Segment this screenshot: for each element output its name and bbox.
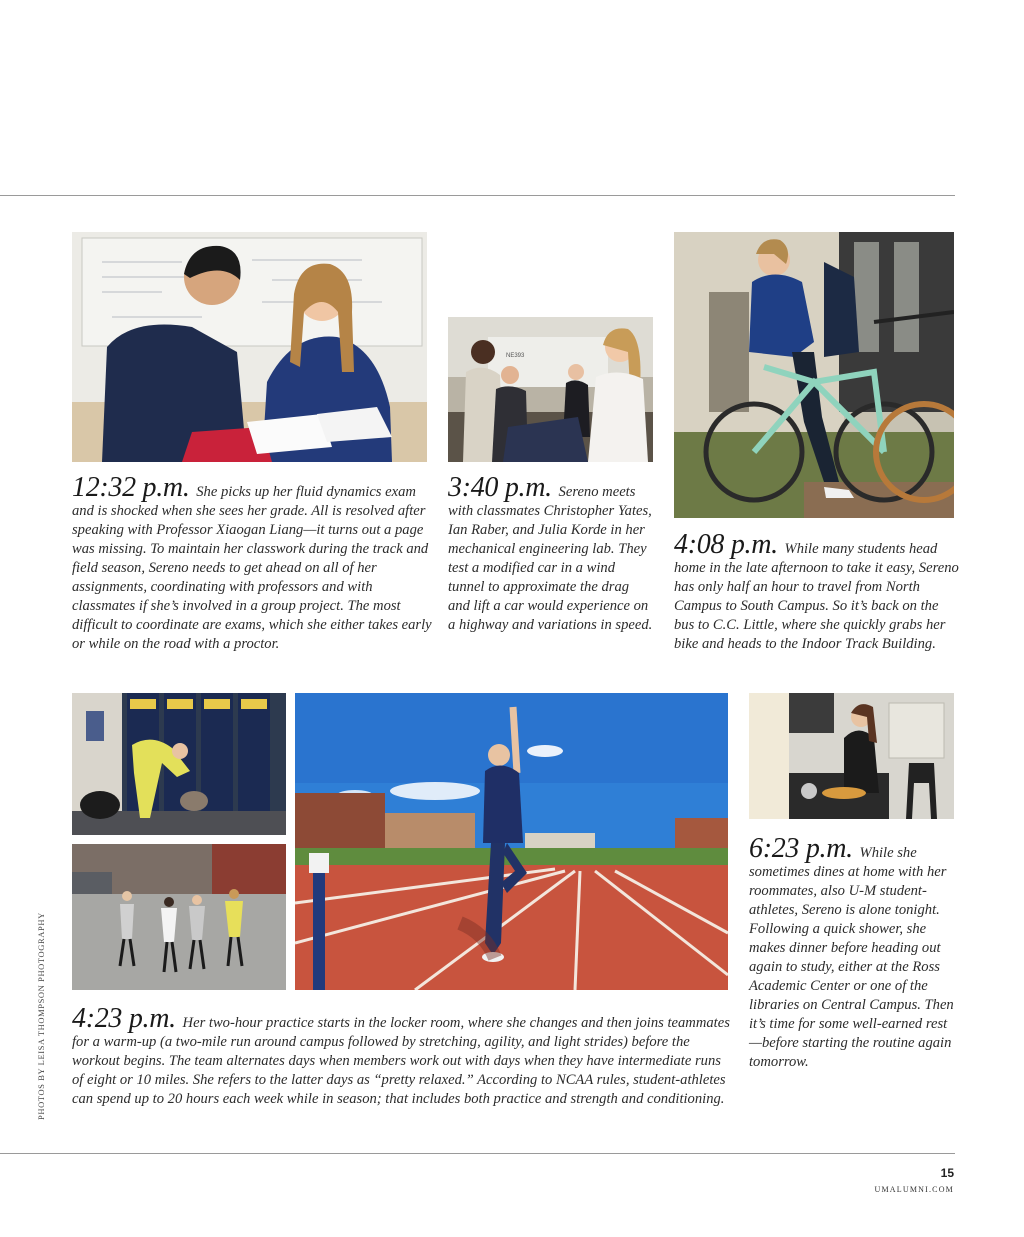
photo-track-stretch <box>295 693 728 990</box>
caption-423 <box>72 1003 732 1109</box>
caption-340 <box>448 472 653 635</box>
photo-group-run <box>72 844 286 990</box>
bottom-rule <box>0 1153 955 1154</box>
caption-text: While she sometimes dines at home with her roommates, also U-M student-athletes, Sereno is alone tonight. Following a quick shower, she makes dinner before heading out again to study, either at the Ross Academic Center or one of the libraries on Central Campus. Then it’s time for some well-earned rest—before starting the routine again tomorrow. <box>749 845 954 1070</box>
caption-1232 <box>72 472 432 654</box>
caption-time: 3:40 p.m. <box>448 472 559 503</box>
top-rule <box>0 195 955 196</box>
caption-time: 4:23 p.m. <box>72 1003 183 1034</box>
photo-kitchen <box>749 693 954 819</box>
photo-credit: PHOTOS BY LEISA THOMPSON PHOTOGRAPHY <box>36 912 46 1120</box>
caption-time: 4:08 p.m. <box>674 529 785 560</box>
photo-engineering-lab <box>448 317 653 462</box>
caption-text: She picks up her fluid dynamics exam and is shocked when she sees her grade. All is resolved after speaking with Professor Xiaogan Liang—it turns out a page was missing. To maintain her classwork during the track and field season, Sereno needs to get ahead on all of her assignments, coordinating with professors and with classmates if she’s involved in a group project. The most difficult to coordinate are exams, which she either takes early or while on the road with a proctor. <box>72 484 432 652</box>
caption-time: 6:23 p.m. <box>749 833 860 864</box>
photo-professor-meeting <box>72 232 427 462</box>
caption-time: 12:32 p.m. <box>72 472 197 503</box>
caption-text: While many students head home in the late afternoon to take it easy, Sereno has only half an hour to travel from North Campus to South Campus. So it’s back on the bus to C.C. Little, where she quickly grabs her bike and heads to the Indoor Track Building. <box>674 541 959 652</box>
page-number: 15 <box>940 1166 954 1180</box>
caption-text: Her two-hour practice starts in the locker room, where she changes and then joins teammates for a warm-up (a two-mile run around campus followed by stretching, agility, and light strides) before the workout begins. The team alternates days when members work out with days when they have intermediate runs of eight or 10 miles. She refers to the latter days as “pretty relaxed.” According to NCAA rules, student-athletes can spend up to 20 hours each week while in season; that includes both practice and strength and conditioning. <box>72 1015 730 1107</box>
caption-408 <box>674 529 959 654</box>
photo-bike <box>674 232 954 518</box>
photo-locker-room <box>72 693 286 835</box>
caption-623 <box>749 833 959 1072</box>
site-url: UMALUMNI.COM <box>874 1185 954 1194</box>
caption-text: Sereno meets with classmates Christopher Yates, Ian Raber, and Julia Korde in her mechanical engineering lab. They test a modified car in a wind tunnel to approximate the drag and lift a car would experience on a highway and variations in speed. <box>448 484 653 633</box>
lab-sign-text: NE393 <box>506 353 525 359</box>
